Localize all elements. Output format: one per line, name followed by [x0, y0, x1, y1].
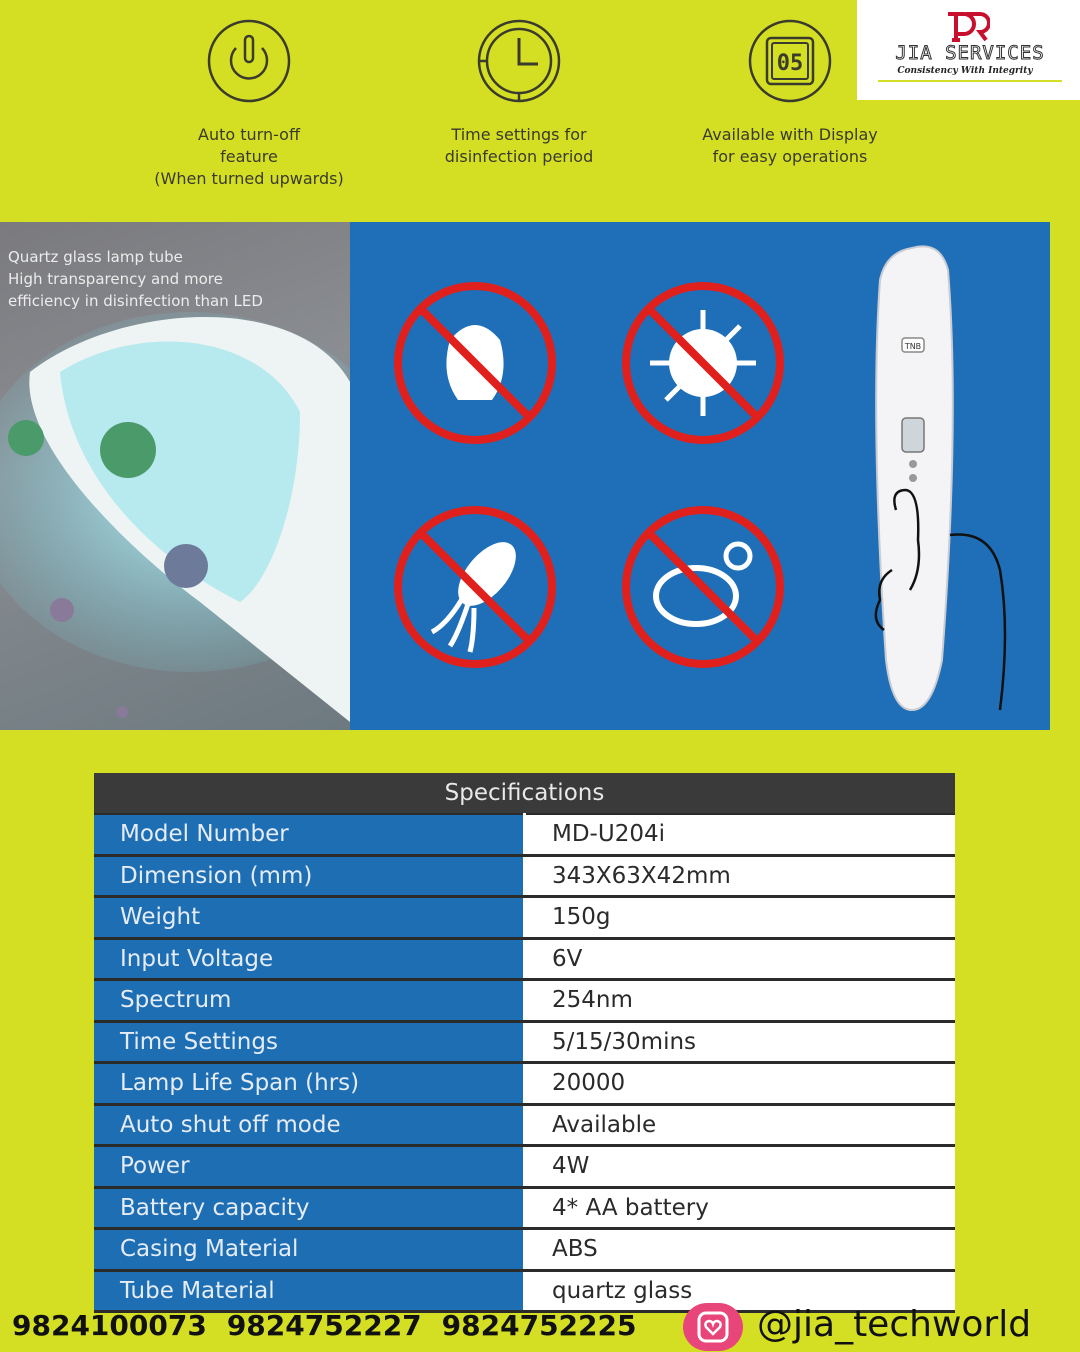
feature-auto-turn-off [129, 18, 369, 190]
uv-sterilizer-panel [350, 222, 1050, 730]
spec-value: MD-U204i [525, 814, 956, 855]
spec-value: 343X63X42mm [525, 855, 956, 897]
table-row [94, 1187, 955, 1229]
spec-key: Weight [94, 897, 525, 939]
table-row [94, 814, 955, 855]
spec-value: Available [525, 1104, 956, 1146]
table-row [94, 1021, 955, 1063]
spec-key: Lamp Life Span (hrs) [94, 1063, 525, 1105]
clock-icon [476, 18, 562, 104]
instagram-icon[interactable] [682, 1302, 744, 1352]
spec-key: Auto shut off mode [94, 1104, 525, 1146]
table-row [94, 980, 955, 1022]
table-row [94, 938, 955, 980]
table-row [94, 1104, 955, 1146]
svg-text:05: 05 [776, 51, 804, 76]
spec-value: quartz glass [525, 1270, 956, 1312]
jia-logo-mark-icon [940, 10, 990, 44]
display-icon [747, 18, 833, 104]
spec-value: ABS [525, 1229, 956, 1271]
spec-value: 5/15/30mins [525, 1021, 956, 1063]
feature-time-settings [399, 18, 639, 168]
power-icon [206, 18, 292, 104]
logo-name: JIA SERVICES [895, 42, 1045, 64]
spec-key: Spectrum [94, 980, 525, 1022]
no-virus-icon [620, 280, 786, 446]
phone-number[interactable]: 9824752227 [226, 1309, 422, 1342]
table-row [94, 1063, 955, 1105]
spec-value: 20000 [525, 1063, 956, 1105]
spec-key: Input Voltage [94, 938, 525, 980]
table-row [94, 1229, 955, 1271]
table-row [94, 1146, 955, 1188]
spec-value: 4* AA battery [525, 1187, 956, 1229]
spec-value: 150g [525, 897, 956, 939]
spec-value: 6V [525, 938, 956, 980]
phone-numbers [12, 1309, 656, 1342]
no-bacteria-icon [392, 504, 558, 670]
phone-number[interactable]: 9824100073 [12, 1309, 207, 1342]
logo-divider [878, 80, 1062, 82]
specifications-title: Specifications [94, 773, 955, 814]
svg-text:TNB: TNB [904, 342, 922, 351]
feature-text: Auto turn-off feature (When turned upwards) [154, 125, 344, 188]
specifications-table [94, 773, 955, 1313]
phone-number[interactable]: 9824752225 [441, 1309, 637, 1342]
spec-key: Casing Material [94, 1229, 525, 1271]
spec-key: Model Number [94, 814, 525, 855]
spec-key: Dimension (mm) [94, 855, 525, 897]
spec-key: Tube Material [94, 1270, 525, 1312]
panel-left-caption: Quartz glass lamp tube High transparency and more efficiency in disinfection than LED [8, 248, 263, 310]
no-mite-icon [392, 280, 558, 446]
uv-sterilizer-device [850, 240, 1030, 730]
quartz-lamp-photo [0, 222, 350, 730]
feature-text: Time settings for disinfection period [444, 125, 594, 166]
instagram-handle[interactable]: @jia_techworld [757, 1304, 1032, 1345]
spec-key: Power [94, 1146, 525, 1188]
table-row [94, 855, 955, 897]
no-germs-icon [620, 504, 786, 670]
spec-value: 4W [525, 1146, 956, 1188]
feature-text: Available with Display for easy operations [702, 125, 878, 166]
spec-key: Time Settings [94, 1021, 525, 1063]
spec-key: Battery capacity [94, 1187, 525, 1229]
table-row [94, 897, 955, 939]
spec-value: 254nm [525, 980, 956, 1022]
logo-tagline: Consistency With Integrity [897, 66, 1033, 76]
